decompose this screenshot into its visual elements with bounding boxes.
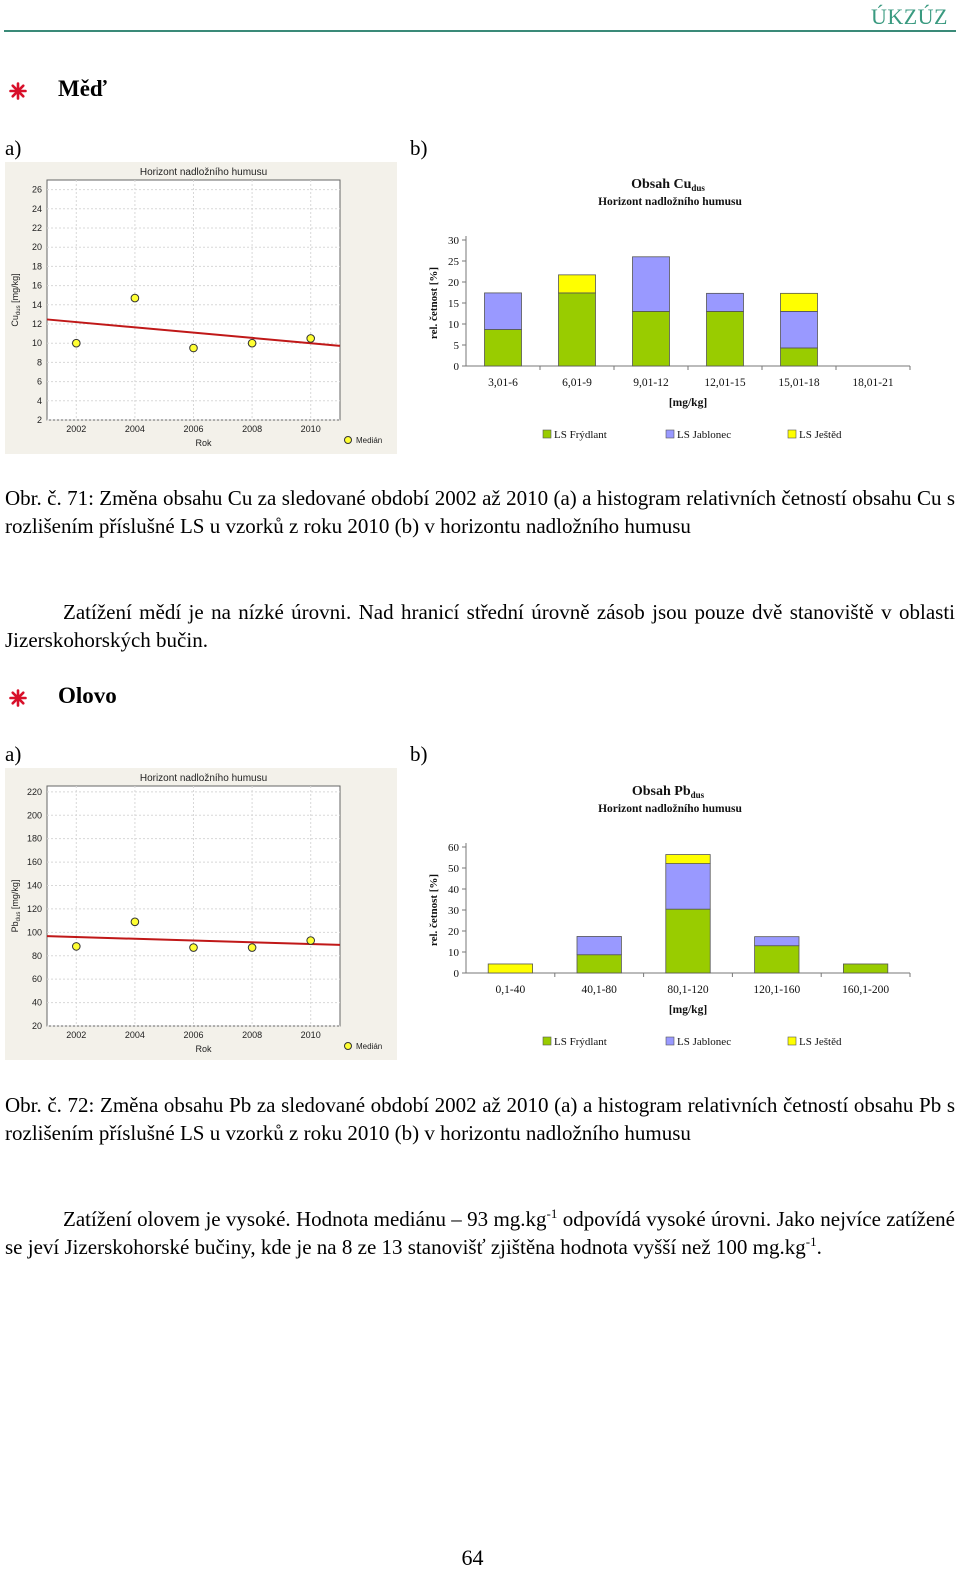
bar-segment <box>707 311 744 366</box>
y-tick-label: 22 <box>31 223 42 233</box>
bar-segment <box>633 257 670 312</box>
chart-pb-scatter <box>5 768 397 1060</box>
caption-text: Obr. č. 72: Změna obsahu Pb za sledované období 2002 až 2010 (a) a histogram relativních četností obsahu Pb s rozlišením příslušné LS u vzorků z roku 2010 (b) v horizontu nadložního humusu <box>5 1093 955 1145</box>
bar-segment <box>633 311 670 366</box>
y-tick-label: 30 <box>448 235 459 247</box>
x-tick-label: 0,1-40 <box>495 984 526 996</box>
y-tick-label: 40 <box>31 997 42 1008</box>
y-tick-label: 10 <box>448 947 459 959</box>
legend-label: LS Ještěd <box>799 1036 842 1048</box>
superscript: -1 <box>805 1234 817 1249</box>
bar-segment <box>781 348 818 366</box>
star-bullet-icon <box>9 82 27 100</box>
x-tick-label: 120,1-160 <box>753 984 801 996</box>
x-axis-label: Rok <box>195 438 212 448</box>
y-tick-label: 50 <box>448 863 459 875</box>
legend-label: Medián <box>356 436 383 445</box>
data-point <box>190 344 198 352</box>
figure-label-b: b) <box>410 136 428 160</box>
x-axis-label: [mg/kg] <box>668 1004 708 1016</box>
y-tick-label: 0 <box>453 968 459 980</box>
y-tick-label: 14 <box>31 299 42 310</box>
y-tick-label: 6 <box>36 376 42 387</box>
y-tick-label: 15 <box>448 298 459 310</box>
bar-segment <box>577 936 621 954</box>
x-tick-label: 40,1-80 <box>581 984 617 996</box>
y-tick-label: 18 <box>31 261 42 272</box>
x-tick-label: 9,01-12 <box>633 377 669 389</box>
bar-segment <box>707 293 744 311</box>
legend-swatch <box>666 1037 674 1045</box>
chart-subtitle: Horizont nadložního humusu <box>598 196 742 208</box>
bar-segment <box>485 329 522 366</box>
figure-label-a: a) <box>5 742 22 766</box>
chart-cu-scatter <box>5 162 397 454</box>
x-axis-label: Rok <box>195 1044 212 1054</box>
bar-segment <box>755 937 799 946</box>
y-tick-label: 160 <box>26 857 42 868</box>
x-tick-label: 80,1-120 <box>667 984 709 996</box>
y-tick-label: 4 <box>36 395 42 406</box>
chart-pb-scatter-svg <box>5 768 397 1060</box>
x-tick-label: 2010 <box>300 424 321 434</box>
y-tick-label: 20 <box>31 242 42 253</box>
bar-segment <box>666 864 710 910</box>
y-tick-label: 20 <box>448 926 459 938</box>
x-tick-label: 2008 <box>242 424 263 434</box>
chart-cu-histogram <box>418 168 918 450</box>
x-tick-label: 18,01-21 <box>852 377 894 389</box>
chart-pb-histogram-svg <box>418 775 918 1057</box>
chart-subtitle: Horizont nadložního humusu <box>598 803 742 815</box>
bar-segment <box>559 275 596 293</box>
bar-segment <box>666 909 710 973</box>
x-tick-label: 15,01-18 <box>778 377 820 389</box>
y-tick-label: 20 <box>448 277 459 289</box>
data-point <box>73 943 81 951</box>
legend-swatch <box>788 1037 796 1045</box>
bar-segment <box>485 293 522 330</box>
y-tick-label: 200 <box>26 810 42 821</box>
chart-title: Obsah $Cu_{dus}$ <box>631 177 705 193</box>
x-tick-label: 2004 <box>124 1030 145 1040</box>
figure-label-a: a) <box>5 136 22 160</box>
y-tick-label: 0 <box>453 361 459 373</box>
x-tick-label: 2010 <box>300 1030 321 1040</box>
x-tick-label: 2004 <box>124 424 145 434</box>
y-tick-label: 120 <box>26 903 42 914</box>
header-title: ÚKZÚZ <box>870 4 948 29</box>
bar-segment <box>755 946 799 973</box>
legend-label: LS Jablonec <box>677 1036 732 1048</box>
paragraph-part: Zatížení olovem je vysoké. Hodnota mediánu – 93 mg.kg <box>63 1207 547 1231</box>
data-point <box>248 339 256 347</box>
legend-marker <box>345 437 352 444</box>
figure-caption-72 <box>5 1091 955 1147</box>
y-tick-label: 100 <box>26 927 42 938</box>
superscript: -1 <box>546 1206 558 1221</box>
figure-label-b: b) <box>410 742 428 766</box>
data-point <box>248 944 256 952</box>
caption-text: Obr. č. 71: Změna obsahu Cu za sledované období 2002 až 2010 (a) a histogram relativních četností obsahu Cu s rozlišením příslušné LS u vzorků z roku 2010 (b) v horizontu nadložního humusu <box>5 486 955 538</box>
legend-label: Medián <box>356 1042 383 1051</box>
data-point <box>131 294 139 302</box>
y-tick-label: 12 <box>31 319 42 329</box>
page-header <box>4 0 956 32</box>
section-title-pb: Olovo <box>58 683 117 708</box>
paragraph-part: . <box>816 1235 822 1259</box>
x-tick-label: 160,1-200 <box>842 984 890 996</box>
bar-segment <box>843 964 887 973</box>
x-tick-label: 2006 <box>183 424 204 434</box>
legend-label: LS Jablonec <box>677 429 732 441</box>
y-tick-label: 2 <box>36 415 42 425</box>
y-tick-label: 20 <box>31 1021 42 1031</box>
y-axis-label: rel. četnost [%] <box>428 873 440 947</box>
chart-cu-histogram-svg <box>418 168 918 450</box>
y-tick-label: 10 <box>448 319 459 331</box>
chart-title: Horizont nadložního humusu <box>139 773 268 784</box>
bar-segment <box>781 293 818 311</box>
data-point <box>190 944 198 952</box>
chart-cu-scatter-svg <box>5 162 397 454</box>
legend-marker <box>345 1043 352 1050</box>
y-tick-label: 180 <box>26 833 42 844</box>
bar-segment <box>559 293 596 366</box>
bar-segment <box>781 311 818 348</box>
y-tick-label: 30 <box>448 905 459 917</box>
x-axis-label: [mg/kg] <box>668 397 708 409</box>
chart-pb-histogram <box>418 775 918 1057</box>
legend-label: LS Frýdlant <box>554 1036 607 1048</box>
data-point <box>307 937 315 945</box>
y-axis-label: $Pb_{dus}$ [mg/kg] <box>10 879 22 933</box>
paragraph-part: odpovídá vysoké úrovni. Jako nejvíce zatížené se jeví Jizerskohorské bučiny, kde je na 8 ze 13 stanovišť zjištěna hodnota vyšší než 100 mg.kg <box>5 1207 955 1259</box>
y-tick-label: 8 <box>36 357 42 368</box>
y-tick-label: 220 <box>26 786 42 797</box>
paragraph-pb <box>5 1205 955 1261</box>
y-tick-label: 60 <box>31 974 42 985</box>
x-tick-label: 2006 <box>183 1030 204 1040</box>
legend-swatch <box>788 430 796 438</box>
y-tick-label: 26 <box>31 184 42 195</box>
y-tick-label: 140 <box>26 880 42 891</box>
y-tick-label: 80 <box>31 950 42 961</box>
x-tick-label: 2002 <box>66 1030 87 1040</box>
chart-title: Horizont nadložního humusu <box>139 167 268 178</box>
data-point <box>73 339 81 347</box>
bar-segment <box>488 964 532 973</box>
legend-label: LS Frýdlant <box>554 429 607 441</box>
y-tick-label: 16 <box>31 280 42 291</box>
data-point <box>131 918 139 926</box>
y-tick-label: 10 <box>31 338 42 349</box>
y-tick-label: 40 <box>448 884 459 896</box>
bar-segment <box>577 955 621 973</box>
bar-segment <box>666 855 710 864</box>
x-tick-label: 2008 <box>242 1030 263 1040</box>
legend-swatch <box>666 430 674 438</box>
y-tick-label: 24 <box>31 203 42 214</box>
chart-title: Obsah $Pb_{dus}$ <box>631 784 705 800</box>
paragraph-text: Zatížení mědí je na nízké úrovni. Nad hranicí střední úrovně zásob jsou pouze dvě stanoviště v oblasti Jizerskohorských bučin. <box>5 600 955 652</box>
y-axis-label: $Cu_{dus}$ [mg/kg] <box>10 273 22 327</box>
x-tick-label: 2002 <box>66 424 87 434</box>
figure-caption-71 <box>5 484 955 540</box>
x-tick-label: 12,01-15 <box>704 377 746 389</box>
y-tick-label: 5 <box>453 340 459 352</box>
legend-swatch <box>543 1037 551 1045</box>
paragraph-text <box>5 1205 955 1261</box>
x-tick-label: 3,01-6 <box>488 377 518 389</box>
y-tick-label: 25 <box>448 256 459 268</box>
legend-swatch <box>543 430 551 438</box>
data-point <box>307 335 315 343</box>
y-axis-label: rel. četnost [%] <box>428 266 440 340</box>
x-tick-label: 6,01-9 <box>562 377 592 389</box>
page-number: 64 <box>461 1545 484 1570</box>
legend-label: LS Ještěd <box>799 429 842 441</box>
star-bullet-icon <box>9 689 27 707</box>
section-title-cu: Měď <box>58 76 107 101</box>
paragraph-cu <box>5 598 955 654</box>
y-tick-label: 60 <box>448 842 459 854</box>
